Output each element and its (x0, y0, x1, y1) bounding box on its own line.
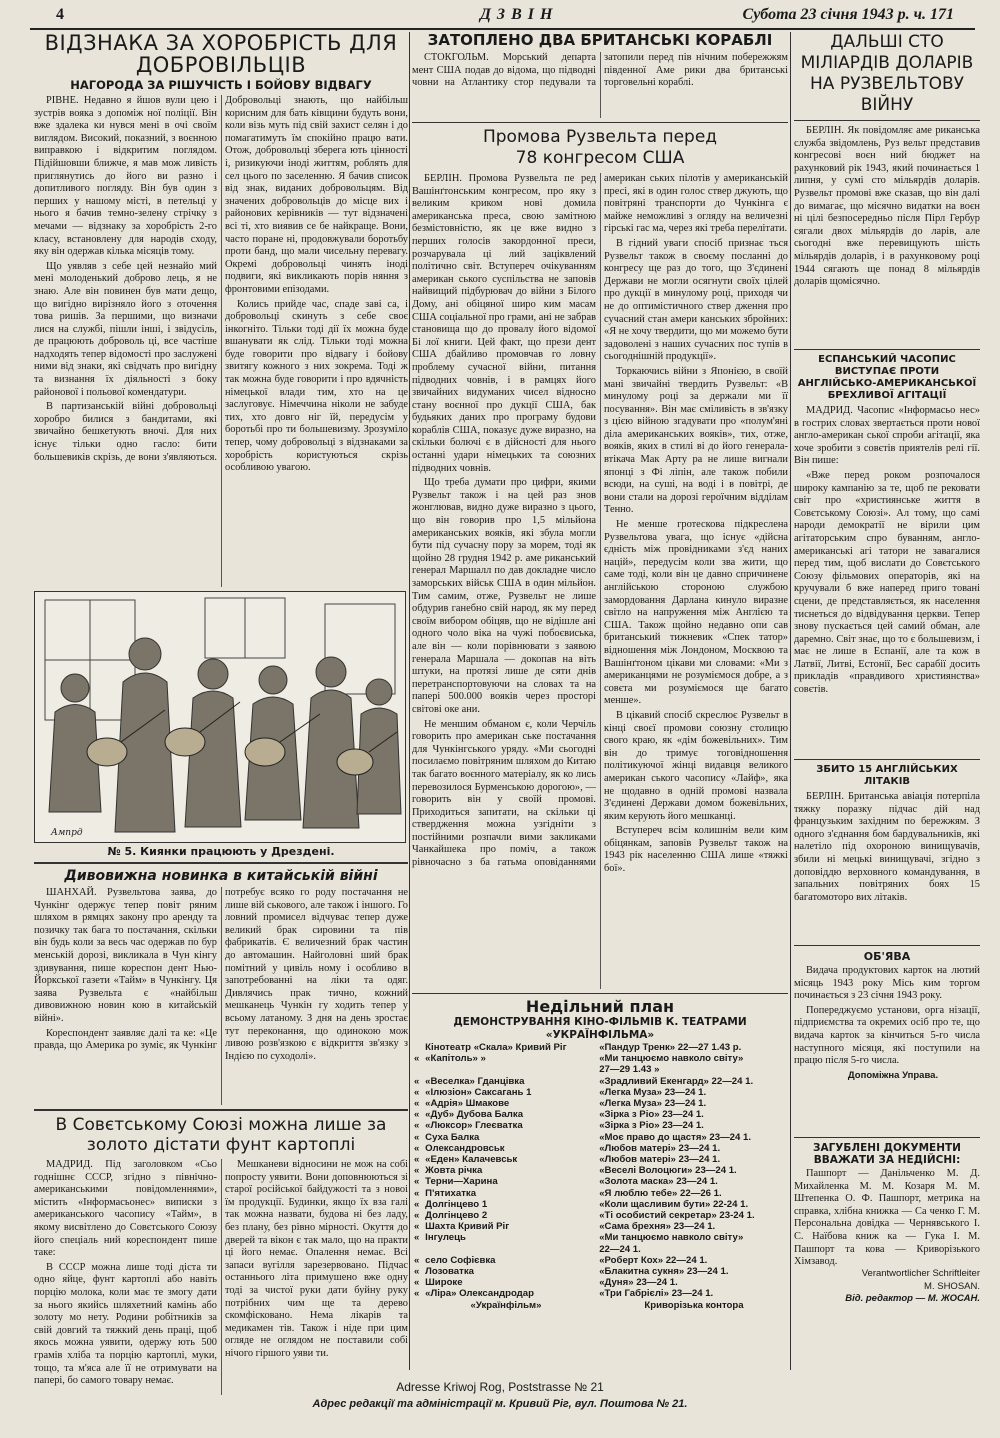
illustration-caption: № 5. Киянки працюють у Дрездені. (107, 845, 335, 858)
schedule-row (412, 1277, 788, 1288)
article-title: ДАЛЬШІ СТО МІЛІАРДІВ ДОЛАРІВ НА РУЗВЕЛЬТОВУ ВІЙНУ (800, 32, 974, 115)
masthead (30, 4, 980, 26)
schedule-ditto: « (414, 1120, 420, 1132)
schedule-film: «Роберт Кох» 22—24 1. (599, 1254, 708, 1266)
schedule-ditto (412, 1244, 423, 1255)
schedule-film: «Зрадливий Екенгард» 22—24 1. (599, 1075, 754, 1087)
divider (794, 349, 980, 350)
illustration-signature: Ампрд (51, 828, 83, 838)
schedule-ditto: « (414, 1232, 420, 1244)
announcement-body (794, 965, 980, 1133)
schedule-film: «Дуня» 23—24 1. (599, 1277, 678, 1289)
footer-address-de: Adresse Kriwoj Rog, Poststrasse № 21 (396, 1380, 604, 1394)
article-china (34, 868, 408, 1105)
paragraph: Торкаючись війни з Японією, в своїй мані звичайні твердить Рузвельт: «В минулому році за держали ми її посування». Він має сміливість в зв'язку з цією війною згадувати про «полум'яні діла американських вояків», тих, отже, вояків, яких в стилі ві до його генерала-втікача Мак Арту ра не лише вигнали японці з Фі ліпін, але також побили всюди, на суші, на воді і в повітрі, де вони стали на дорозі героїчним відділам Тенно. (604, 365, 788, 516)
paragraph: В гідний уваги спосіб признає ться Рузвельт також в своєму посланні до конгресу ще раз до того, що З'єдинені Держави не могли осягнути своїх цілей про дукції в минулому році, приходя чи не до оптимістичного ствер дження про сучасний стан амери канських збройних: «Я не хочу твердити, що ми можемо бути задоволені з наших сучасних пос тупів в сьогоднішній продукції». (604, 237, 788, 363)
schedule-ditto: « (414, 1187, 420, 1199)
schedule-place: «Дуб» Дубова Балка (425, 1109, 524, 1121)
article-title: ЕСПАНСЬКИЙ ЧАСОПИС ВИСТУПАЄ ПРОТИ АНГЛІЙСЬКО-АМЕРИКАНСЬКОЇ БРЕХЛИВОЇ АГІТАЦІЇ (797, 354, 977, 401)
paragraph: Вступереч всім колишнім вели ким обіцянкам, заповів Рузвельт також на 1943 рік населенню США лише «тяжкі бої». (604, 825, 788, 875)
paragraph: РІВНЕ. Недавно я йшов вули цею і зустрів вояка з допоміж ної поліції. Він вже здалека ки нувся мені в очі своїм виглядом. Високий, показний, з воєнною виправкою і відкритим поглядом. Підійшовши ближче, я мав мож ливість приглянутись до його ви разно і допитливого погляду. Він був один з перших у нашому місті, в петельці у нього я бачив темно-зелену стрічку з мечами — відзнаку за хоробрість 2-го класу, встановлену для народів сходу, яку він одержав кілька місяців тому. (34, 95, 217, 258)
schedule-place: «Еден» Калачевськ (425, 1154, 518, 1166)
schedule-row (412, 1087, 788, 1098)
announcement (794, 950, 980, 1133)
issue-date: Субота 23 січня 1943 р. ч. 171 (742, 6, 954, 23)
paragraph: МАДРИД. Часопис «Інформасьо нес» в гострих словах звертається проти нової англо-американ ської спроби агітації, яка хоче зробити з совєтів приятелів релі гії. Він пише: (794, 405, 980, 467)
article-potatoes (34, 1115, 408, 1395)
schedule-row (412, 1288, 788, 1299)
column-divider (409, 32, 410, 1370)
schedule-place: село Софієвка (425, 1254, 496, 1266)
schedule-ditto: « (414, 1075, 420, 1087)
schedule-row (412, 1064, 788, 1075)
editor-block (794, 1268, 980, 1306)
schedule-film: «Веселі Волоцюги» 23—24 1. (599, 1165, 737, 1177)
paragraph: Не менше гротескова підкреслена Рузвельтова увага, що існує «дійсна єдність між провідниками з'єд наних націй», передусім коли зва жити, що саме тоді, коли він це давно спричинене англійською стороною службою замордовання Дарлана кинуло виразне світло на напруження між Англією та США. Також щойно недавно опи сав британський тижневик «Спек татор» відношення між Лондоном, Москвою та Вашінґтоном цікави ми словами: «Ми з американцями не розуміємося добре, а з совєта ми розуміємося ще багато менше». (604, 519, 788, 707)
paragraph: Що треба думати про цифри, якими Рузвельт також і на цей раз знов жонглював, видно дуже виразно з цього, що він говорив про 1,5 мільйона американських вояків, які збула могли бути під сучасну пору за морем, тоді як щойно 28 грудня 1942 р. аме риканський генерал Маршалл по дав докладне число заморських військ США в один мільйон. Тим самим, отже, Рузвельт не лише обдурив ганебно свій народ, як му перед своїм вибором обіцяв, що не відішле ані одного чоло віка на чужі побоєвиська, але він — коли порівнювати з заявою генерала Маршала — докопав на віть штуки, на протязі лише де сяти днів перетранспортовуючи на словах та на папері 500.000 вояків через просторі світові оке ани. (412, 477, 596, 715)
schedule-film: «Я люблю тебе» 22—26 1. (599, 1187, 722, 1199)
schedule-film: «Пандур Тренк» 22—27 1.43 р. (599, 1042, 742, 1053)
paragraph: Видача продуктових карток на лютий місяць 1943 року Місь ким торгом починається з 23 січня 1943 року. (794, 965, 980, 1002)
schedule-ditto: « (414, 1086, 420, 1098)
schedule-film: «Зірка з Ріо» 23—24 1. (599, 1120, 704, 1132)
paragraph: МАДРИД. Під заголовком «Сьо годнішнє СССР, згідно з північно-американськими повідомленнями», містить «Інформасьонес» виписки з американського часопису «Тайм», в якому висвітлено до Совєтського Союзу його спеціаль ний кореспондент пише таке: (34, 1159, 217, 1259)
paragraph: Попереджуємо установи, орга нізації, підприємства та окремих осіб про те, що видача карток за кінчиться 5-го числа наступного місяця, які поступили на працю після 5-го числа. (794, 1004, 980, 1067)
divider (34, 1109, 408, 1111)
schedule-ditto: « (414, 1254, 420, 1266)
schedule-ditto: « (414, 1053, 420, 1065)
schedule-place: «Капітоль» » (425, 1053, 486, 1065)
schedule-place: Широке (425, 1277, 463, 1289)
column-middle (412, 32, 788, 1372)
divider (794, 120, 980, 121)
schedule-row (412, 1232, 788, 1243)
schedule-film: «Легка Муза» 23—24 1. (599, 1086, 707, 1098)
schedule-place: «Ліра» Олександродар (425, 1288, 534, 1300)
article-title: Промова Рузвельта перед 78 конгресом США (482, 127, 718, 168)
paragraph: ШАНХАЙ. Рузвельтова заява, до Чункінг одержує тепер повіт ряним шляхом в рямцях закону про аренду та позичку так бага то постачання, скільки він будь коли за весь час одержав по бур менській дорозі, викликала в Чун кінгу здивування, пише кореспон дент Нью-Йоркської газети «Тайм» в Чункінгу. Ця заява Рузвельта є «найбільш дивовижною новин кою в китайській війні». (34, 887, 217, 1024)
schedule-ditto: « (414, 1142, 420, 1154)
schedule-row (412, 1176, 788, 1187)
schedule-film: «Ми танцюємо навколо світу» (599, 1053, 744, 1065)
article-body (412, 52, 788, 118)
schedule-footer (412, 1300, 788, 1311)
schedule-film: «Любов матері» 23—24 1. (599, 1142, 721, 1154)
column-divider (790, 32, 791, 1370)
editor-line: Від. редактор — М. ЖОСАН. (845, 1293, 980, 1305)
schedule-row (412, 1244, 788, 1255)
column-left (34, 31, 408, 1387)
schedule-film: «Ми танцюємо навколо світу» (599, 1232, 744, 1244)
schedule-film: «Ті особистий секретар» 23-24 1. (599, 1210, 755, 1222)
paragraph: «Вже перед роком розпочалося широку кампанію за те, щоб пе рековати світ про «християнське життя в Совєтському Союзі». Ал тому, що самі народи демократії не вірили цим агітаторським спро буванням, англо-американські агі татори не завагалися перед тим, щоб вислати до Совєтського Союзу фільмових операторів, які на кручували б вже наперед приго товані сцени, де представляється, як населення тиснеться до відвідування церкви. Тепер знову пускається цей самий обман, але даремно. Світ знає, що то є большевизм, і має не лише в Еспанії, але та кож в Латвії, Литві, Естонії, Бес сарабії досить прикладів «правдивого християнства» совєтів. (794, 469, 980, 696)
schedule-film: «Блакитна сукня» 23—24 1. (599, 1266, 729, 1278)
schedule-row (412, 1076, 788, 1087)
schedule-place: Кінотеатр «Скала» Кривий Ріг (425, 1042, 567, 1053)
schedule-film: «Сама брехня» 23—24 1. (599, 1221, 716, 1233)
article-billions (794, 32, 980, 345)
schedule-film: 27—29 1.43 » (599, 1064, 660, 1076)
schedule-ditto: « (414, 1266, 420, 1278)
paragraph: Не меншим обманом є, коли Черчіль говорить про американ ське постачання для Чункінгського уряду. «Ми сьогодні посилаємо повітряним шляхом до Китаю так багато воєнного матеріалу, як ко лись перевозилося Бурменською дорогою», — говорить він у своїй промові. Приходиться запитати, на скільки ці ствердження можна узгідніти з постійними розпачли вими закликами Чанкайшека про поміч, а також рівночасно з ба гатьма оповіданнями американ ських пілотів у американській пресі, які в один голос ствер джують, що повітряні транспорти до Чункінга є майже неможливі з огляду на величезні гірські гас ма, через які треба перелітати. (412, 173, 788, 869)
editor-line: M. SHOSAN. (924, 1280, 980, 1292)
schedule-place: П'ятихатка (425, 1187, 477, 1199)
paragraph: БЕРЛІН. Британська авіація потерпіла тяжку поразку підчас дій над французьким західним по бережжям. З одного з'єднання бом бардувальників, які налетіло під охороною винищувачів, збили ні мецькі винищувачі, згідно з доповіддю верховного командування, в запальних повітряних боях 15 багатомоторо вих літаків. (794, 791, 980, 903)
schedule-ditto: « (414, 1221, 420, 1233)
schedule-row (412, 1109, 788, 1120)
schedule-row (412, 1042, 788, 1053)
schedule-row (412, 1188, 788, 1199)
film-schedule (412, 998, 788, 1311)
column-right (794, 32, 980, 1372)
schedule-footer-left: «Українфільм» (470, 1299, 542, 1311)
schedule-place: Терни—Харина (425, 1176, 498, 1188)
article-planes (794, 764, 980, 941)
schedule-place: «Адрія» Шмакове (425, 1098, 510, 1110)
schedule-place: Жовта річка (425, 1165, 483, 1177)
article-ships (412, 32, 788, 118)
paragraph: Мешканеви відносини не мож на собі попросту уявити. Вони доповнюються зі старої російської байдужості та з новоі їм продукції. Будинки, якщо їх вза галі так можна назвати, будова ні без ладу, без плану, без рівно мірності. Окуття до дверей та вікон є так мало, що на практи ці його немає. Опалення немає. Всі запаси вугілля зарезервовано. Підчас останнього літа примушено вже одну тоді за чистої руки дати буйну руку потрібних чим ще та дерево скомфісковано. Нема лікарів та медикамен тів. Також і ніде при цим огляде не оглядом не поставили собі нічого гіршого уяви ти. (225, 1159, 408, 1359)
paragraph: В цікавий спосіб скреслює Рузвельт в кінці своєї промови союзну столицю свого краю, як «дім божевільних». Тим він до тримує тоговідношення політикуючої жінці видавця великого американ ського часопису «Лайф», яка не щодавно в одній промові назвала З'єдинені Держави домом божевільних, яким керують його мешканці. (604, 709, 788, 822)
newspaper-title: ДЗВІН (480, 6, 559, 23)
schedule-row (412, 1255, 788, 1266)
paragraph: СТОКГОЛЬМ. Морський департа мент США подав до відома, що підводні човни на Атлантику стор педували та затопили перед пів нічним побережжям південної Аме рики два британські торговельні кораблі. (412, 52, 788, 89)
paragraph: Кореспондент заявляє далі та ке: «Це правда, що Америка ро зуміє, як Чункінг потребує всяко го роду постачання не лише вій ськового, але також і іншого. Го ловний промисел відчуває тепер дуже великий брак сировини та пів фабрикатів. Є величезний брак частин до автомашин. Найголовні ший брак помітний у цивіль ному і особливо в запотребованні на ліки та одяг. Дивлячись прак тично, кожний мешканець Чункін гу ходить тепер у всьому латаному. З дня на день зростає тут переконання, що одинокою мож ливою розв'язкою є відкриття зв'язку з Індією по суходолі». (34, 887, 408, 1062)
article-body (794, 405, 980, 755)
schedule-ditto: « (414, 1131, 420, 1143)
drawing-icon (35, 592, 405, 842)
schedule-film: «Три Габрієлі» 23—24 1. (599, 1288, 714, 1300)
illustration-women-mandolins (34, 591, 406, 843)
schedule-row (412, 1143, 788, 1154)
schedule-film: «Моє право до щастя» 23—24 1. (599, 1131, 752, 1143)
schedule-place: Долгінцево 2 (425, 1210, 488, 1222)
article-body (794, 791, 980, 941)
schedule-place: Інгулець (425, 1232, 466, 1244)
schedule-row (412, 1199, 788, 1210)
schedule-ditto: « (414, 1198, 420, 1210)
schedule-film: «Золота маска» 23—24 1. (599, 1176, 718, 1188)
schedule-film: «Любов матері» 23—24 1. (599, 1154, 721, 1166)
divider (34, 862, 408, 864)
article-body (412, 173, 788, 989)
article-body (34, 95, 408, 587)
schedule-film: «Зірка з Ріо» 23—24 1. (599, 1109, 704, 1121)
schedule-row (412, 1098, 788, 1109)
schedule-film: «Коли щасливим бути» 22-24 1. (599, 1198, 749, 1210)
article-title: ЗБИТО 15 АНГЛІЙСЬКИХ ЛІТАКІВ (816, 764, 958, 787)
schedule-row (412, 1120, 788, 1131)
page-number: 4 (56, 6, 64, 23)
article-title: Дивовижна новинка в китайській війні (64, 868, 378, 884)
divider (794, 1137, 980, 1138)
schedule-ditto: « (414, 1176, 420, 1188)
schedule-title: Недільний план (525, 997, 675, 1016)
schedule-ditto: « (414, 1210, 420, 1222)
divider (794, 945, 980, 946)
article-roosevelt-speech (412, 127, 788, 989)
schedule-place: «Люксор» Глеєватка (425, 1120, 523, 1132)
paragraph: Колись прийде час, спаде заві са, і добровольці скинуть з себе своє інкогніто. Тільки тоді дії їх можна буде вшанувати як слід. Тільки тоді можна буде говорити про відвагу і бойову звитягу кожного з них зокрема. Тоді ж так можна буде говорити і про вдячність німецької влади тим, хто на це заслуговує. Німеччина ніколи не забуде тих, хто довго ніг їй, передусім у боротьбі про ти большевизму. Зрозуміло тепер, чому добровольці з відзнаками за хоробрість користуються скрізь особливою увагою. (225, 298, 408, 474)
article-body (794, 125, 980, 345)
schedule-row (412, 1165, 788, 1176)
schedule-place (423, 1244, 597, 1255)
paragraph: БЕРЛІН. Промова Рузвельта пе ред Вашінґтонським конгресом, про яку з великим криком нові домила американська преса, свою замітною безмістовністю, як це вже видно з перших голосів закордонної преси, розчарувала ці лий заціквлений політично світ. Вступереч очікуванням американ ського суспільства не заповів найвищий підбурювач до війни з Білого Дому, ані обіцяної шиpo ким масам США соціальної про грами, ані не забрав становища що до провалу його відомої Бі лої книги. Цей факт, що прези дент США дбайливо промовчав го ловну проблему сучасної війни, питання підводних човнів, і в рамцях його звичайних видуманих чисел відносно стану воєнної про дукції США, бак будьяких даних про програму будови кораблів США, показує дуже виразно, на скільки болючі є в дійсності для нього останні удари німецьких та союзних підводних човнів. (412, 173, 596, 474)
schedule-ditto: « (414, 1098, 420, 1110)
article-body (34, 887, 408, 1105)
schedule-row (412, 1132, 788, 1143)
schedule-ditto: « (414, 1277, 420, 1289)
schedule-place: «Ілюзіон» Саксагань 1 (425, 1086, 532, 1098)
paragraph: В партизанській війні добровольці хоробро билися з бандитами, які звичайно бешкетують вночі. Для них існує тільки одно гасло: бити большевиків скрізь, де вони з'являються. Добровольці знають, що найбільш корисним для бать ківщини будуть вони, коли візь муть під свій захист селян і до помагатимуть їм спокійно працю вати. Отож, добровольці зберега ють цінності і, ризикуючи іноді життям, роблять для сел цього по заселенню. Я бачив список від знак, виданих добровольцям. Від значених добровольців до місце вих і районових керівників — тут відзначені всі ті, хто виявив се бе найкраще. Вони, часто поране ні, продовжували боротьбу проти банд, що мали чисельну перевагу. Окремі добровольці чинять іноді подвиги, які викликають порів няння з фронтовими епізодами. (34, 95, 408, 463)
article-title: ЗАТОПЛЕНО ДВА БРИТАНСЬКІ КОРАБЛІ (427, 31, 773, 49)
schedule-footer-right: Криворізька контора (644, 1299, 744, 1311)
divider (794, 759, 980, 760)
schedule-row (412, 1266, 788, 1277)
schedule-subtitle: ДЕМОНСТРУВАННЯ КІНО-ФІЛЬМІВ К. ТЕАТРАМИ «УКРАЇНФІЛЬМА» (453, 1016, 747, 1041)
article-title: В Совєтському Союзі можна лише за золото дістати фунт картоплі (55, 1115, 387, 1155)
schedule-film: «Легка Муза» 23—24 1. (599, 1098, 707, 1110)
article-spanish (794, 354, 980, 755)
schedule-table (412, 1042, 788, 1300)
schedule-ditto (412, 1064, 423, 1075)
schedule-ditto: « (414, 1109, 420, 1121)
lost-documents-body (794, 1168, 980, 1268)
schedule-row (412, 1210, 788, 1221)
schedule-film: 22—24 1. (599, 1243, 641, 1255)
paragraph: БЕРЛІН. Як повідомляє аме риканська служба звідомлень, Руз вельт представив конгресові воєн ний бюджет на рахунковий рік 1943, який починається 1 липня, у сумі сто мільярдів доларів. Рузвельт промові вже сказав, що він далі до вимагає, що місячно видатки на воєн ні цілі безпосередньо після Пірл Гербур сягали двох мільярдів до ларів, але сьогодні вже перевищують шість мільярдів доларів, і в рахунковому році 1944 сягають ще понад 8 мільярдів доларів щомісячно. (794, 125, 980, 288)
paragraph: В СССР можна лише тоді діста ти одно яйце, фунт картоплі або навіть порцію молока, коли має те змогу дати за нього якийсь шляхетний камінь або золоту мо нету. Родини робітників за свій довгий та тяжкий день праці, щоб якось можна уявити, одержу ють 500 грамів хліба та порцію картоплі, муки, тощо, та м'яса але її не отримувати на папері, бо самого товару немає. (34, 1261, 217, 1387)
schedule-ditto: « (414, 1288, 420, 1300)
article-awards (34, 32, 408, 587)
announcement-title: ОБ'ЯВА (863, 950, 911, 963)
paragraph: Що уявляв з себе цей незнайо мий мені молоденький доброво лець, я не знаю. Але він повинен був мати дещо, що вигідно вирізняло його з оточення това ришів. За першими, що визначи лися на службі, пішли інші, і звідусіль, де працюють доброволь ці, все частіше надходять тепер відомості про заслужені ними від знаки, які свідчать про вигідну та визнання їх діяльності з боку районової і польової комендатури. (34, 260, 217, 398)
schedule-place: Лозоватка (425, 1266, 474, 1278)
lost-documents (794, 1142, 980, 1268)
schedule-place: Шахта Кривий Ріг (425, 1221, 510, 1233)
schedule-ditto: « (414, 1165, 420, 1177)
schedule-place: Долгінцево 1 (425, 1198, 488, 1210)
announcement-signature: Допоміжна Управа. (847, 1069, 939, 1081)
footer-address-ua: Адрес редакції та адміністрації м. Кривий Ріг, вул. Поштова № 21. (312, 1398, 688, 1410)
schedule-ditto: « (414, 1154, 420, 1166)
paragraph: Пашпорт — Данільченко М. Д. Михайленка М. М. Козаря М. М. Штепенка О. Ф. Пашпорт, метрика на справка, хлібна книжка — Са ченко Г. М. Персональна довідка — Чернявського І. С. Наїбова книж ка — Гука І. М. Пашпорт та кова — Криворізького Хімзавод. (794, 1168, 980, 1268)
schedule-ditto (412, 1042, 423, 1053)
article-body (34, 1159, 408, 1395)
divider (412, 993, 788, 994)
schedule-row (412, 1154, 788, 1165)
schedule-row (412, 1053, 788, 1064)
editor-line: Verantwortlicher Schriftleiter (861, 1268, 980, 1279)
schedule-place: Олександровськ (425, 1142, 505, 1154)
schedule-place (423, 1064, 597, 1075)
article-subtitle: НАГОРОДА ЗА РІШУЧІСТЬ І БОЙОВУ ВІДВАГУ (70, 78, 372, 92)
article-title: ВІДЗНАКА ЗА ХОРОБРІСТЬ ДЛЯ ДОБРОВІЛЬЦІВ (44, 31, 398, 77)
schedule-place: Суха Балка (425, 1131, 480, 1143)
schedule-row (412, 1221, 788, 1232)
divider (412, 122, 788, 123)
schedule-place: «Веселка» Гданцівка (425, 1075, 525, 1087)
lost-documents-title: ЗАГУБЛЕНІ ДОКУМЕНТИ ВВАЖАТИ ЗА НЕДІЙСНІ: (813, 1142, 961, 1166)
top-rule (30, 28, 975, 30)
